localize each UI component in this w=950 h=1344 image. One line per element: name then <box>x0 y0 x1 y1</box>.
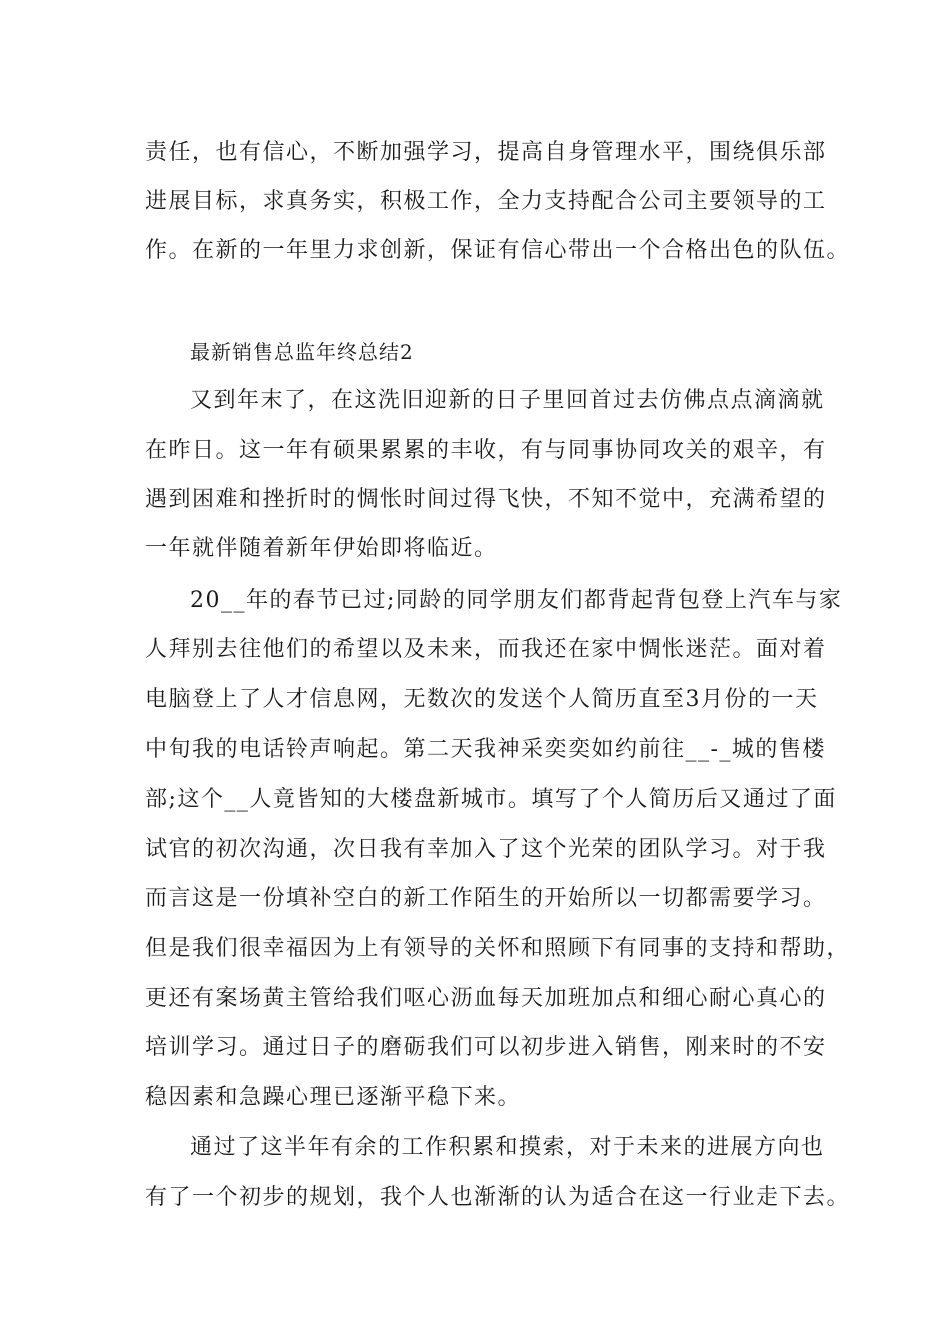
paragraph-2-line-9: 更还有案场黄主管给我们呕心沥血每天加班加点和细心耐心真心的 <box>145 986 827 1011</box>
paragraph-2-line-2: 人拜别去往他们的希望以及未来，而我还在家中惆怅迷茫。面对着 <box>145 637 827 662</box>
paragraph-2-line-6: 试官的初次沟通，次日我有幸加入了这个光荣的团队学习。对于我 <box>145 837 827 862</box>
paragraph-2-line-1: 20__年的春节已过;同龄的同学朋友们都背起背包登上汽车与家 <box>190 588 843 613</box>
paragraph-top-line-2: 进展目标，求真务实，积极工作，全力支持配合公司主要领导的工 <box>145 189 827 214</box>
paragraph-2-line-8: 但是我们很幸福因为上有领导的关怀和照顾下有同事的支持和帮助， <box>145 936 851 961</box>
paragraph-2-line-5: 部;这个__人竟皆知的大楼盘新城市。填写了个人简历后又通过了面 <box>145 787 837 812</box>
paragraph-top-line-1: 责任，也有信心，不断加强学习，提高自身管理水平，围绕俱乐部 <box>145 140 827 165</box>
paragraph-2-line-4: 中旬我的电话铃声响起。第二天我神采奕奕如约前往__-_城的售楼 <box>145 737 826 762</box>
paragraph-3-line-1: 通过了这半年有余的工作积累和摸索，对于未来的进展方向也 <box>190 1135 825 1160</box>
paragraph-2-line-11: 稳因素和急躁心理已逐渐平稳下来。 <box>145 1085 522 1110</box>
paragraph-1-line-1: 又到年末了，在这洗旧迎新的日子里回首过去仿佛点点滴滴就 <box>190 388 825 413</box>
paragraph-2-line-3: 电脑登上了人才信息网，无数次的发送个人简历直至3月份的一天 <box>145 687 819 712</box>
paragraph-1-line-2: 在昨日。这一年有硕果累累的丰收，有与同事协同攻关的艰辛，有 <box>145 438 827 463</box>
paragraph-1-line-4: 一年就伴随着新年伊始即将临近。 <box>145 536 498 561</box>
paragraph-2-line-10: 培训学习。通过日子的磨砺我们可以初步进入销售，刚来时的不安 <box>145 1035 827 1060</box>
paragraph-1-line-3: 遇到困难和挫折时的惆怅时间过得飞快，不知不觉中，充满希望的 <box>145 487 827 512</box>
section-title: 最新销售总监年终总结2 <box>190 340 414 364</box>
paragraph-top-line-3: 作。在新的一年里力求创新，保证有信心带出一个合格出色的队伍。 <box>145 238 851 263</box>
paragraph-2-line-7: 而言这是一份填补空白的新工作陌生的开始所以一切都需要学习。 <box>145 886 827 911</box>
paragraph-3-line-2: 有了一个初步的规划，我个人也渐渐的认为适合在这一行业走下去。 <box>145 1185 851 1210</box>
